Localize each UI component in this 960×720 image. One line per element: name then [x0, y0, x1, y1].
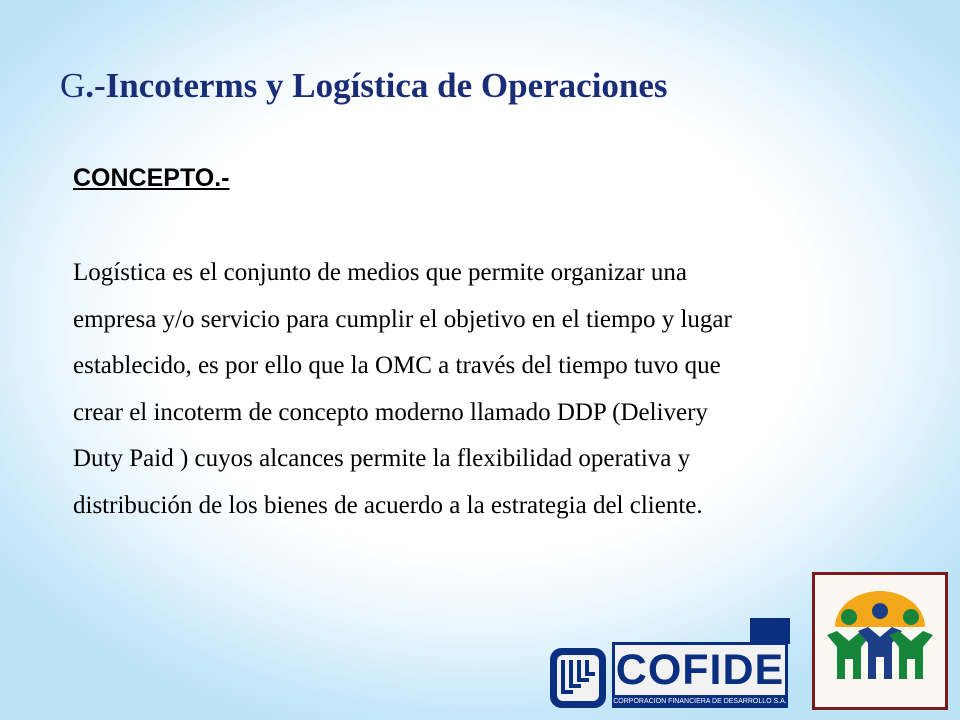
slide-title-text: .-Incoterms y Logística de Operaciones — [85, 66, 668, 105]
body-line: distribución de los bienes de acuerdo a la estrategia del cliente. — [73, 491, 703, 519]
cofide-logo-block — [750, 618, 790, 644]
slide-title — [60, 66, 668, 106]
cofide-wordmark: COFIDE — [612, 642, 788, 698]
slide-title-prefix: G — [60, 66, 86, 105]
body-line: crear el incoterm de concepto moderno llamado DDP (Delivery — [73, 398, 708, 426]
body-paragraph — [73, 252, 933, 531]
body-line: Duty Paid ) cuyos alcances permite la flexibilidad operativa y — [73, 445, 691, 472]
body-line: Logística es el conjunto de medios que permite organizar una — [73, 259, 687, 286]
body-line: empresa y/o servicio para cumplir el objetivo en el tiempo y lugar — [73, 305, 732, 333]
cofide-logo — [546, 618, 794, 710]
people-sun-logo — [812, 572, 948, 710]
people-sun-emblem-icon — [815, 575, 945, 707]
concept-heading: CONCEPTO.- — [73, 164, 230, 192]
body-line: establecido, es por ello que la OMC a través del tiempo tuvo que — [73, 352, 721, 379]
cofide-subtitle: CORPORACION FINANCIERA DE DESARROLLO S.A. — [612, 696, 788, 708]
cofide-emblem-icon — [550, 648, 606, 708]
